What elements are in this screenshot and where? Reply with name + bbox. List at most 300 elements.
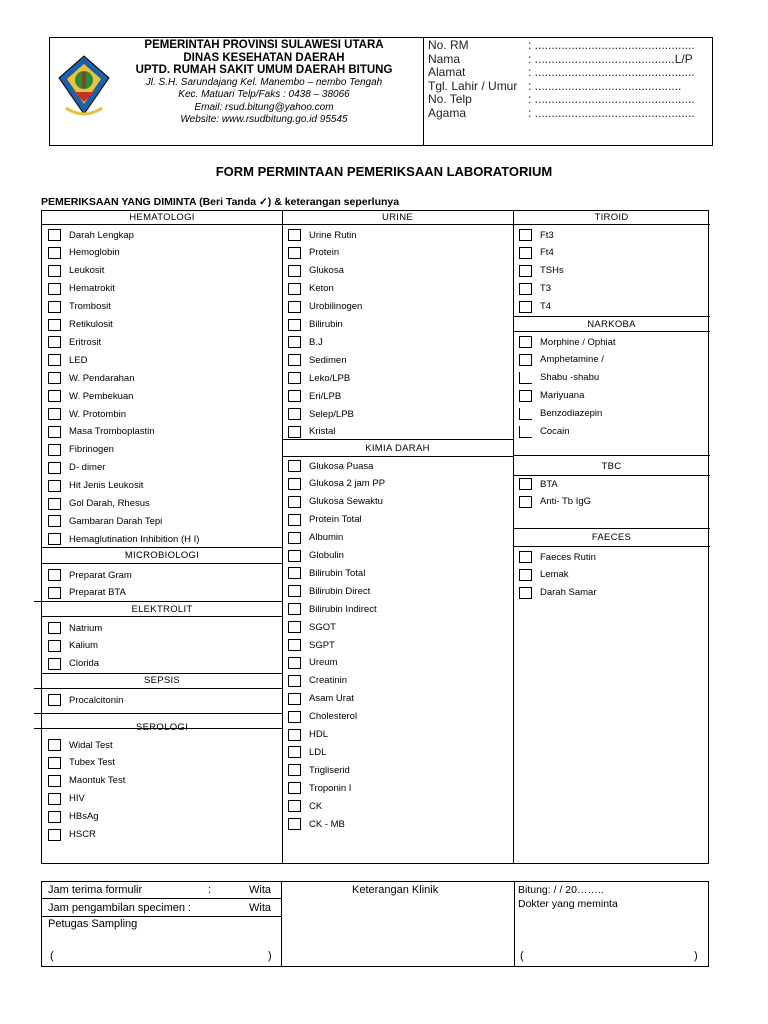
kimia-darah-item-label: Bilirubin Direct xyxy=(309,585,371,597)
hematologi-item-label: Retikulosit xyxy=(69,319,113,330)
checkbox[interactable] xyxy=(48,739,61,751)
kimia-darah-item[interactable] xyxy=(288,549,344,563)
hematologi-item[interactable] xyxy=(48,371,135,385)
serologi-item[interactable] xyxy=(48,774,125,788)
section-rule xyxy=(513,316,710,317)
patient-field-no-telp[interactable] xyxy=(428,93,708,107)
kimia-darah-item-label: CK - MB xyxy=(309,818,345,830)
hematologi-item[interactable] xyxy=(48,228,134,242)
kimia-darah-item-label: Glukosa Sewaktu xyxy=(309,496,383,508)
checkbox[interactable] xyxy=(288,693,301,705)
sepsis-header: SEPSIS xyxy=(143,675,181,686)
kimia-darah-item[interactable] xyxy=(288,781,351,795)
hematologi-item[interactable] xyxy=(48,479,143,493)
field-value[interactable]: : ................................................ xyxy=(528,66,695,79)
hematologi-item[interactable] xyxy=(48,532,199,546)
checkbox[interactable] xyxy=(288,319,301,331)
faeces-item[interactable] xyxy=(519,568,569,582)
checkbox[interactable] xyxy=(519,478,532,490)
checkbox[interactable] xyxy=(288,265,301,277)
tiroid-item-label: Ft4 xyxy=(540,247,554,259)
footer-divider xyxy=(514,882,515,966)
tbc-item-label: Anti- Tb IgG xyxy=(540,496,592,508)
checkbox[interactable] xyxy=(288,639,301,651)
serologi-item-label: Widal Test xyxy=(69,739,113,751)
checkbox[interactable] xyxy=(48,640,61,652)
checkbox[interactable] xyxy=(288,675,301,687)
checkbox[interactable] xyxy=(48,498,61,510)
hematologi-item[interactable] xyxy=(48,407,126,421)
patient-info xyxy=(428,39,708,120)
elektrolit-header: ELEKTROLIT xyxy=(131,604,193,615)
urine-item-label: Selep/LPB xyxy=(309,408,354,420)
checkbox[interactable] xyxy=(519,229,532,241)
elektrolit-item[interactable] xyxy=(48,657,99,671)
checkbox[interactable] xyxy=(519,587,532,599)
sepsis-item-label: Procalcitonin xyxy=(69,694,124,706)
narkoba-item[interactable] xyxy=(519,407,602,421)
section-rule xyxy=(513,546,710,547)
field-value[interactable]: : ................................................ xyxy=(528,39,695,52)
checkbox[interactable] xyxy=(48,569,61,581)
checkbox[interactable] xyxy=(48,793,61,805)
urine-item[interactable] xyxy=(288,407,354,421)
checkbox[interactable] xyxy=(519,336,532,348)
kimia-darah-item[interactable] xyxy=(288,817,345,831)
kimia-darah-item-label: Cholesterol xyxy=(309,711,358,723)
kimia-darah-item[interactable] xyxy=(288,745,326,759)
faeces-item[interactable] xyxy=(519,550,596,564)
kimia-darah-item-label: Asam Urat xyxy=(309,693,354,705)
footer-row-line xyxy=(42,916,281,917)
hematologi-item[interactable] xyxy=(48,461,105,475)
hematologi-item-label: Fibrinogen xyxy=(69,444,114,456)
hematologi-item-label: Eritrosit xyxy=(69,336,102,348)
kimia-darah-item[interactable] xyxy=(288,656,338,670)
mikrobiologi-item-label: Preparat BTA xyxy=(69,587,126,599)
checkbox[interactable] xyxy=(288,746,301,758)
checkbox[interactable] xyxy=(519,372,532,384)
checkbox[interactable] xyxy=(48,694,61,706)
tiroid-item[interactable] xyxy=(519,300,551,314)
checkbox[interactable] xyxy=(519,265,532,277)
checkbox[interactable] xyxy=(519,301,532,313)
kimia-darah-item-label: Albumin xyxy=(309,532,344,544)
narkoba-item-label: Benzodiazepin xyxy=(540,408,603,420)
serologi-item[interactable] xyxy=(48,828,96,842)
urine-item-label: Bilirubin xyxy=(309,319,343,330)
section-rule xyxy=(34,728,282,729)
kimia-darah-item[interactable] xyxy=(288,531,343,545)
hematologi-item[interactable] xyxy=(48,335,101,349)
checkbox[interactable] xyxy=(288,301,301,313)
urine-item[interactable] xyxy=(288,228,357,242)
faeces-item[interactable] xyxy=(519,586,597,600)
serologi-item-label: HIV xyxy=(69,793,85,805)
kimia-darah-item-label: HDL xyxy=(309,729,329,740)
checkbox[interactable] xyxy=(288,532,301,544)
tiroid-item-label: T4 xyxy=(540,301,552,313)
checkbox[interactable] xyxy=(519,354,532,366)
serologi-item-label: HBsAg xyxy=(69,811,99,823)
kimia-darah-item-label: Glukosa 2 jam PP xyxy=(309,478,386,490)
hematologi-item-label: D- dimer xyxy=(69,462,106,474)
serologi-item[interactable] xyxy=(48,810,99,824)
kimia-darah-item-label: Protein Total xyxy=(309,514,362,526)
urine-item[interactable] xyxy=(288,353,347,367)
header-divider xyxy=(423,38,424,145)
checkbox[interactable] xyxy=(288,229,301,241)
hematologi-item[interactable] xyxy=(48,497,150,511)
hematologi-item-label: Gol Darah, Rhesus xyxy=(69,498,150,509)
urine-item[interactable] xyxy=(288,371,350,385)
hematologi-item-label: Leukosit xyxy=(69,265,105,277)
checkbox[interactable] xyxy=(48,283,61,295)
bitung-date[interactable]: Bitung: / / 20…….. xyxy=(518,884,604,896)
section-rule xyxy=(513,331,710,332)
section-rule xyxy=(282,224,513,225)
elektrolit-item-label: Clorida xyxy=(69,658,100,670)
field-value[interactable]: : ..........................................L/P xyxy=(528,52,693,66)
checkbox[interactable] xyxy=(288,621,301,633)
keterangan-klinik-label: Keterangan Klinik xyxy=(352,884,439,896)
narkoba-item-label: Morphine / Ophiat xyxy=(540,336,616,348)
checkbox[interactable] xyxy=(288,567,301,579)
hematologi-header: HEMATOLOGI xyxy=(129,212,195,223)
narkoba-item[interactable] xyxy=(519,371,599,385)
section-rule xyxy=(513,224,710,225)
checkbox[interactable] xyxy=(48,775,61,787)
dokter-paren-open[interactable]: ( xyxy=(520,950,524,962)
footer-row-line xyxy=(42,898,281,899)
hematologi-item-label: Masa Tromboplastin xyxy=(69,426,155,438)
urine-item[interactable] xyxy=(288,300,362,314)
checkbox[interactable] xyxy=(519,426,532,438)
section-rule xyxy=(34,601,282,602)
serologi-item-label: HSCR xyxy=(69,829,96,840)
hematologi-item-label: W. Pendarahan xyxy=(69,372,135,384)
field-value[interactable]: : ................................................ xyxy=(528,106,695,120)
hematologi-item[interactable] xyxy=(48,264,104,278)
checkbox[interactable] xyxy=(288,408,301,420)
urine-item[interactable] xyxy=(288,264,344,278)
kimia-darah-item-label: SGPT xyxy=(309,639,335,651)
field-value[interactable]: : ............................................ xyxy=(528,79,682,93)
checkbox[interactable] xyxy=(48,354,61,366)
hematologi-item[interactable] xyxy=(48,443,114,457)
checkbox[interactable] xyxy=(48,408,61,420)
checkbox[interactable] xyxy=(48,229,61,241)
hematologi-item[interactable] xyxy=(48,389,133,403)
patient-field-tgl-lahir[interactable] xyxy=(428,80,708,94)
serologi-item[interactable] xyxy=(48,738,113,752)
urine-item[interactable] xyxy=(288,389,341,403)
form-title: FORM PERMINTAAN PEMERIKSAAN LABORATORIUM xyxy=(215,164,553,179)
tiroid-item[interactable] xyxy=(519,282,551,296)
section-rule xyxy=(34,713,282,714)
kimia-darah-item-label: Trigliserid xyxy=(309,764,350,776)
hematologi-item[interactable] xyxy=(48,318,113,332)
kimia-darah-item[interactable] xyxy=(288,763,350,777)
checkbox[interactable] xyxy=(288,800,301,812)
checkbox[interactable] xyxy=(48,587,61,599)
urine-item[interactable] xyxy=(288,318,343,332)
faeces-item-label: Lemak xyxy=(540,569,569,581)
narkoba-item-label: Mariyuana xyxy=(540,390,585,402)
hematologi-item[interactable] xyxy=(48,514,162,528)
kimia-darah-item[interactable] xyxy=(288,477,385,491)
checkbox[interactable] xyxy=(48,265,61,277)
checkbox[interactable] xyxy=(288,372,301,384)
checkbox[interactable] xyxy=(288,514,301,526)
kimia-darah-item[interactable] xyxy=(288,799,322,813)
urine-item-label: Sedimen xyxy=(309,354,347,366)
serologi-item[interactable] xyxy=(48,756,115,770)
kimia-darah-item[interactable] xyxy=(288,602,377,616)
field-label: No. RM xyxy=(428,38,469,52)
serologi-item-label: Tubex Test xyxy=(69,757,115,769)
kimia-darah-item[interactable] xyxy=(288,495,383,509)
form-subtitle: PEMERIKSAAN YANG DIMINTA (Beri Tanda ✓) & keterangan seperlunya xyxy=(41,196,400,208)
kimia-darah-item-label: Globulin xyxy=(309,550,344,561)
checkbox[interactable] xyxy=(48,658,61,670)
institution-line3: UPTD. RUMAH SAKIT UMUM DAERAH BITUNG xyxy=(135,64,393,76)
hematologi-item[interactable] xyxy=(48,282,115,296)
checkbox[interactable] xyxy=(288,460,301,472)
urine-item-label: Keton xyxy=(309,283,334,295)
narkoba-item-label: Amphetamine / xyxy=(540,354,604,366)
hematologi-item-label: W. Pembekuan xyxy=(69,390,134,402)
checkbox[interactable] xyxy=(48,480,61,492)
elektrolit-item[interactable] xyxy=(48,639,98,653)
narkoba-item[interactable] xyxy=(519,425,570,439)
letterhead xyxy=(49,37,713,146)
kimia-darah-item[interactable] xyxy=(288,513,362,527)
serologi-item-label: Maontuk Test xyxy=(69,775,126,787)
jam-ambil-label: Jam pengambilan specimen : xyxy=(48,902,192,914)
dokter-label: Dokter yang meminta xyxy=(518,898,618,910)
kimia-darah-item[interactable] xyxy=(288,728,328,742)
institution-line1: PEMERINTAH PROVINSI SULAWESI UTARA xyxy=(144,39,384,51)
faeces-header: FAECES xyxy=(591,532,632,543)
patient-field-nama[interactable] xyxy=(428,53,708,67)
dokter-paren-close: ) xyxy=(694,950,698,962)
footer-divider xyxy=(281,882,282,966)
checkbox[interactable] xyxy=(48,336,61,348)
checkbox[interactable] xyxy=(288,764,301,776)
checkbox[interactable] xyxy=(48,811,61,823)
checkbox[interactable] xyxy=(48,319,61,331)
kimia-darah-item[interactable] xyxy=(288,584,370,598)
section-rule xyxy=(513,455,710,456)
checkbox[interactable] xyxy=(288,390,301,402)
checkbox[interactable] xyxy=(288,496,301,508)
urine-item[interactable] xyxy=(288,246,339,260)
checkbox[interactable] xyxy=(519,283,532,295)
section-rule xyxy=(282,456,513,457)
hematologi-item[interactable] xyxy=(48,425,155,439)
checkbox[interactable] xyxy=(288,478,301,490)
tiroid-item-label: TSHs xyxy=(540,265,564,277)
urine-item-label: Urobilinogen xyxy=(309,301,363,313)
patient-field-no-rm[interactable] xyxy=(428,39,708,53)
kimia-darah-item-label: Bilirubin Indirect xyxy=(309,603,377,615)
tbc-item[interactable] xyxy=(519,477,558,491)
section-rule xyxy=(42,616,282,617)
hematologi-item-label: Hemaglutination Inhibition (H I) xyxy=(69,533,200,545)
kimia-darah-item[interactable] xyxy=(288,620,336,634)
field-label: Nama xyxy=(428,51,461,66)
urine-header: URINE xyxy=(381,212,414,223)
elektrolit-item[interactable] xyxy=(48,621,102,635)
mikrobiologi-item[interactable] xyxy=(48,568,132,582)
hematologi-item-label: Hemoglobin xyxy=(69,247,120,259)
checkbox[interactable] xyxy=(288,585,301,597)
section-rule xyxy=(513,528,710,529)
kimia-darah-item[interactable] xyxy=(288,692,354,706)
checkbox[interactable] xyxy=(48,444,61,456)
kimia-darah-item-label: Ureum xyxy=(309,657,338,669)
checkbox[interactable] xyxy=(519,390,532,402)
hematologi-item-label: Gambaran Darah Tepi xyxy=(69,515,163,527)
hematologi-item-label: LED xyxy=(69,354,88,366)
urine-item[interactable] xyxy=(288,282,334,296)
urine-item-label: Urine Rutin xyxy=(309,229,357,241)
tbc-item[interactable] xyxy=(519,495,591,509)
urine-item-label: Leko/LPB xyxy=(309,372,351,384)
checkbox[interactable] xyxy=(519,551,532,563)
tiroid-item[interactable] xyxy=(519,246,554,260)
email-line: Email: rsud.bitung@yahoo.com xyxy=(194,101,334,113)
institution-block xyxy=(105,39,423,127)
checkbox[interactable] xyxy=(48,515,61,527)
urine-item-label: Kristal xyxy=(309,426,336,438)
kimia-darah-item-label: LDL xyxy=(309,746,327,758)
kimia-darah-item[interactable] xyxy=(288,674,347,688)
jam-ambil-wita[interactable]: Wita xyxy=(249,902,271,914)
narkoba-item[interactable] xyxy=(519,335,616,349)
checkbox[interactable] xyxy=(288,603,301,615)
kimia-darah-header: KIMIA DARAH xyxy=(365,443,430,454)
province-emblem-icon xyxy=(56,52,112,124)
website-line: Website: www.rsudbitung.go.id 95545 xyxy=(180,114,348,125)
field-label: Tgl. Lahir / Umur xyxy=(428,78,518,93)
serologi-item[interactable] xyxy=(48,792,85,806)
hematologi-item-label: Hematrokit xyxy=(69,283,115,295)
checkbox[interactable] xyxy=(288,336,301,348)
tiroid-item-label: T3 xyxy=(540,283,552,295)
urine-item-label: Eri/LPB xyxy=(309,390,342,402)
mikrobiologi-item-label: Preparat Gram xyxy=(69,569,132,581)
checkbox[interactable] xyxy=(288,550,301,562)
tiroid-item[interactable] xyxy=(519,264,564,278)
checkbox[interactable] xyxy=(48,533,61,545)
petugas-label: Petugas Sampling xyxy=(48,918,138,930)
kimia-darah-item-label: CK xyxy=(309,800,323,812)
checkbox[interactable] xyxy=(519,247,532,259)
urine-item-label: B.J xyxy=(309,336,323,348)
kimia-darah-item[interactable] xyxy=(288,710,357,724)
field-label: Agama xyxy=(428,105,467,120)
narkoba-item[interactable] xyxy=(519,389,584,403)
address-line: Jl. S.H. Sarundajang Kel. Manembo – nembo Tengah xyxy=(145,76,383,88)
elektrolit-item-label: Kalium xyxy=(69,640,99,652)
section-rule xyxy=(34,688,282,689)
urine-item-label: Protein xyxy=(309,247,340,259)
sepsis-item[interactable] xyxy=(48,693,123,707)
kimia-darah-item-label: Troponin I xyxy=(309,782,352,794)
checkbox[interactable] xyxy=(48,372,61,384)
tbc-header: TBC xyxy=(601,461,622,472)
checkbox[interactable] xyxy=(288,426,301,438)
hematologi-item[interactable] xyxy=(48,300,111,314)
checkbox[interactable] xyxy=(48,301,61,313)
checkbox[interactable] xyxy=(48,426,61,438)
hematologi-item-label: Darah Lengkap xyxy=(69,229,134,241)
checkbox[interactable] xyxy=(288,283,301,295)
narkoba-item[interactable] xyxy=(519,353,604,367)
kimia-darah-item-label: Glukosa Puasa xyxy=(309,460,374,472)
petugas-paren-open[interactable]: ( xyxy=(50,950,54,962)
hematologi-item-label: Hit Jenis Leukosit xyxy=(69,480,144,492)
checkbox[interactable] xyxy=(288,657,301,669)
kimia-darah-item-label: SGOT xyxy=(309,621,336,633)
section-rule xyxy=(42,547,282,548)
mikrobiologi-header: MICROBIOLOGI xyxy=(124,550,200,561)
patient-field-agama[interactable] xyxy=(428,107,708,121)
kimia-darah-item-label: Bilirubin Total xyxy=(309,567,366,579)
patient-field-alamat[interactable] xyxy=(428,66,708,80)
checkbox[interactable] xyxy=(48,247,61,259)
narkoba-item-label: Shabu -shabu xyxy=(540,372,600,384)
kimia-darah-item-label: Creatinin xyxy=(309,675,348,687)
hematologi-item[interactable] xyxy=(48,246,120,260)
checkbox[interactable] xyxy=(48,390,61,402)
checkbox[interactable] xyxy=(48,829,61,841)
checkbox[interactable] xyxy=(519,569,532,581)
checkbox[interactable] xyxy=(519,408,532,420)
narkoba-header: NARKOBA xyxy=(587,319,636,330)
institution-line2: DINAS KESEHATAN DAERAH xyxy=(183,51,345,64)
kimia-darah-item[interactable] xyxy=(288,459,373,473)
urine-item[interactable] xyxy=(288,425,335,439)
field-label: Alamat xyxy=(428,65,466,79)
checkbox[interactable] xyxy=(519,496,532,508)
jam-terima-label: Jam terima formulir xyxy=(48,884,143,896)
checkbox[interactable] xyxy=(288,354,301,366)
hematologi-item[interactable] xyxy=(48,353,87,367)
checkbox[interactable] xyxy=(48,462,61,474)
checkbox[interactable] xyxy=(48,757,61,769)
field-value[interactable]: : ................................................ xyxy=(528,93,695,106)
section-rule xyxy=(42,563,282,564)
checkbox[interactable] xyxy=(48,622,61,634)
jam-terima-wita[interactable]: Wita xyxy=(249,884,271,896)
checkbox[interactable] xyxy=(288,729,301,741)
hematologi-item-label: Trombosit xyxy=(69,301,111,313)
kimia-darah-item[interactable] xyxy=(288,566,365,580)
urine-item[interactable] xyxy=(288,335,323,349)
checkbox[interactable] xyxy=(288,247,301,259)
tiroid-item[interactable] xyxy=(519,228,554,242)
tiroid-item-label: Ft3 xyxy=(540,229,554,241)
field-label: No. Telp xyxy=(428,92,472,106)
mikrobiologi-item[interactable] xyxy=(48,586,126,600)
checkbox[interactable] xyxy=(288,711,301,723)
checkbox[interactable] xyxy=(288,818,301,830)
kimia-darah-item[interactable] xyxy=(288,638,335,652)
checkbox[interactable] xyxy=(288,782,301,794)
